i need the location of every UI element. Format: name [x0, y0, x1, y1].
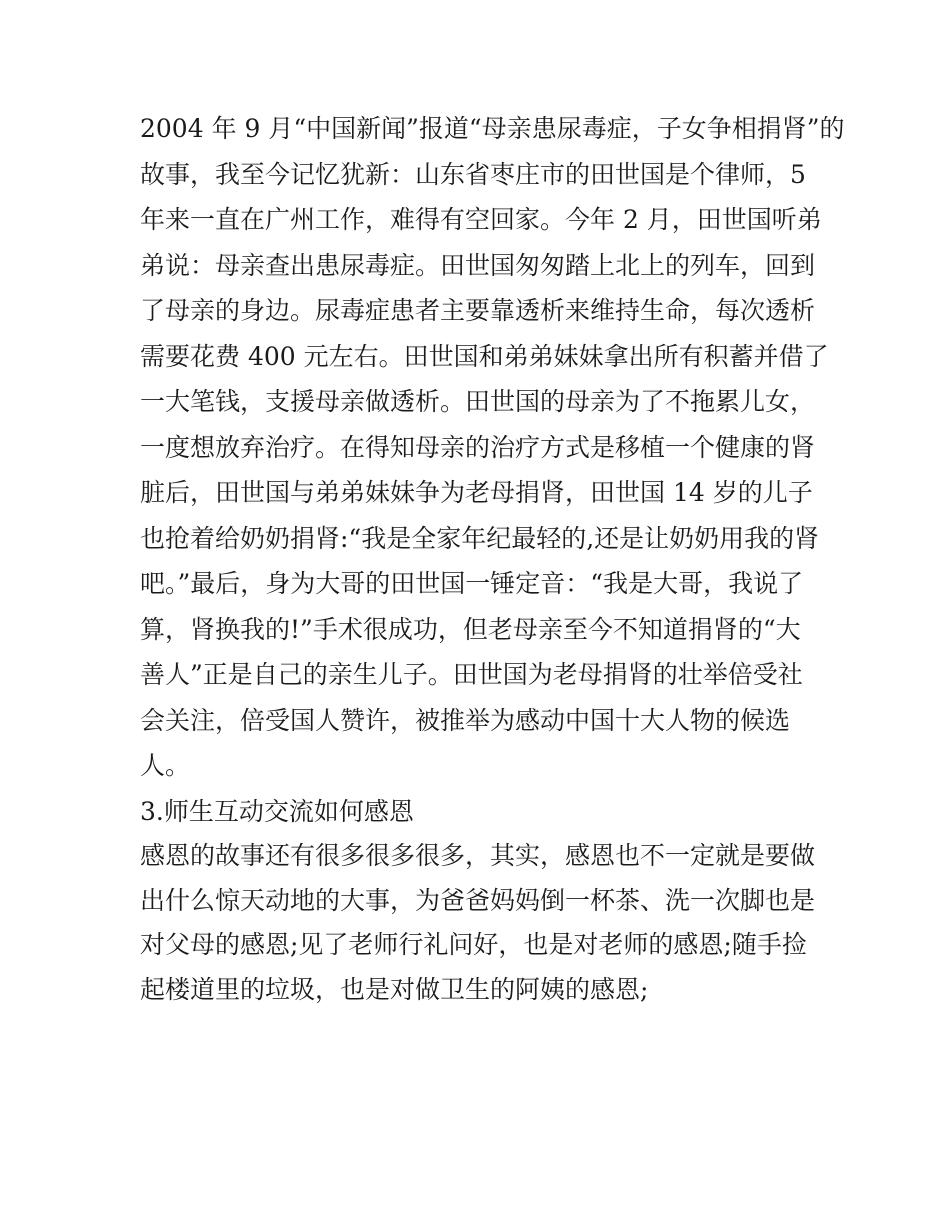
text-line: 需要花费 400 元左右。田世国和弟弟妹妹拿出所有积蓄并借了: [140, 341, 829, 371]
text-line: 年来一直在广州工作，难得有空回家。今年 2 月，田世国听弟: [140, 205, 822, 234]
text-line: 起楼道里的垃圾，也是对做卫生的阿姨的感恩;: [140, 974, 649, 1004]
text-line: 一度想放弃治疗。在得知母亲的治疗方式是移植一个健康的肾: [140, 432, 816, 462]
text-line: 也抢着给奶奶捐肾:“我是全家年纪最轻的,还是让奶奶用我的肾: [140, 523, 820, 553]
text-line: 弟说：母亲查出患尿毒症。田世国匆匆踏上北上的列车，回到: [140, 250, 816, 280]
text-line: 吧。”最后，身为大哥的田世国一锤定音：“我是大哥，我说了: [140, 569, 804, 598]
text-line: 故事，我至今记忆犹新：山东省枣庄市的田世国是个律师，5: [140, 159, 806, 189]
text-line: 人。: [140, 751, 191, 780]
text-line: 感恩的故事还有很多很多很多，其实，感恩也不一定就是要做: [140, 841, 816, 870]
text-line: 了母亲的身边。尿毒症患者主要靠透析来维持生命，每次透析: [140, 296, 816, 325]
section-heading: 3.师生互动交流如何感恩: [140, 796, 414, 826]
text-line: 脏后，田世国与弟弟妹妹争为老母捐肾，田世国 14 岁的儿子: [140, 478, 813, 507]
text-line: 算，肾换我的!”手术很成功，但老母亲至今不知道捐肾的“大: [140, 614, 801, 644]
text-line: 善人”正是自己的亲生儿子。田世国为老母捐肾的壮举倍受社: [140, 660, 803, 689]
text-line: 出什么惊天动地的大事，为爸爸妈妈倒一杯茶、洗一次脚也是: [140, 885, 816, 915]
text-line: 对父母的感恩;见了老师行礼问好，也是对老师的感恩;随手捡: [140, 930, 807, 959]
text-line: 一大笔钱，支援母亲做透析。田世国的母亲为了不拖累儿女，: [140, 387, 816, 416]
gratitude-paragraph: [140, 834, 815, 1012]
text-line: 2004 年 9 月“中国新闻”报道“母亲患尿毒症，子女争相捐肾”的: [140, 114, 845, 143]
story-paragraph: [140, 106, 845, 789]
document-body: [140, 106, 845, 1012]
text-line: 会关注，倍受国人赞许，被推举为感动中国十大人物的候选: [140, 705, 791, 735]
